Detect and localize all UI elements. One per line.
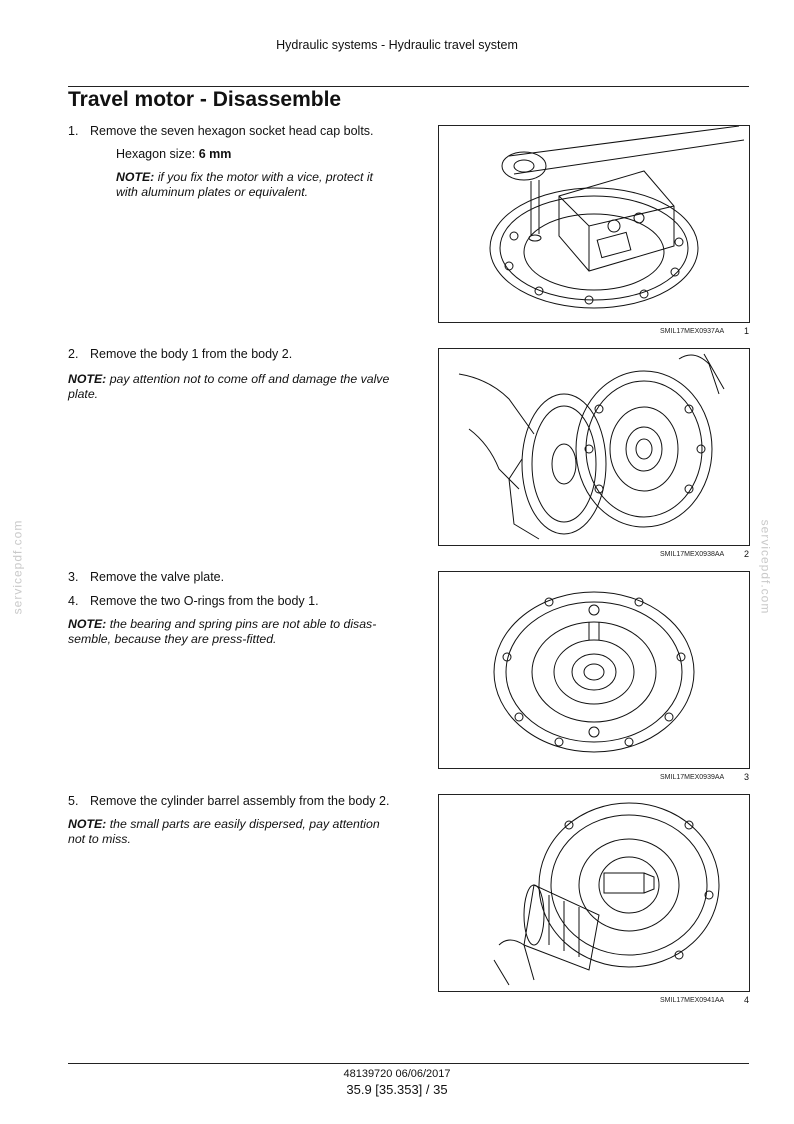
figure-3-valve-plate	[438, 571, 750, 769]
figure-3-number: 3	[744, 772, 750, 782]
step-5: 5. Remove the cylinder barrel assembly from the body 2.	[68, 794, 390, 808]
running-header: Hydraulic systems - Hydraulic travel system	[276, 38, 518, 52]
page-title: Travel motor - Disassemble	[68, 88, 342, 111]
step-3: 3. Remove the valve plate.	[68, 570, 225, 584]
step-4: 4. Remove the two O-rings from the body 1.	[68, 594, 319, 608]
figure-2-code: SMIL17MEX0938AA	[660, 551, 725, 558]
figure-2-body-separation	[438, 348, 750, 546]
note-step-4: NOTE: the bearing and spring pins are not able to disas- semble, because they are press-fitted.	[68, 617, 377, 646]
figure-1-code: SMIL17MEX0937AA	[660, 328, 725, 335]
watermark-left: servicepdf.com	[10, 519, 25, 615]
step-2: 2. Remove the body 1 from the body 2.	[68, 347, 293, 361]
footer-rule	[68, 1063, 749, 1064]
header-rule	[68, 86, 749, 87]
step-1: 1. Remove the seven hexagon socket head cap bolts.	[68, 124, 374, 138]
note-step-5: NOTE: the small parts are easily dispersed, pay attention not to miss.	[68, 817, 380, 846]
figure-4-cylinder-barrel	[438, 794, 750, 992]
figure-3-code: SMIL17MEX0939AA	[660, 774, 725, 781]
footer-doc-number: 48139720 06/06/2017	[343, 1068, 451, 1080]
figure-2-number: 2	[744, 549, 750, 559]
figure-4-number: 4	[744, 995, 750, 1005]
figure-1-number: 1	[744, 326, 750, 336]
hexagon-size-detail: Hexagon size: 6 mm	[116, 147, 232, 161]
note-step-2: NOTE: pay attention not to come off and damage the valve plate.	[68, 372, 390, 401]
figure-4-code: SMIL17MEX0941AA	[660, 997, 725, 1004]
footer-page-number: 35.9 [35.353] / 35	[346, 1082, 448, 1097]
note-step-1: NOTE: if you fix the motor with a vice, protect it with aluminum plates or equivalent.	[116, 170, 373, 199]
figure-1-motor-bolts	[438, 125, 750, 323]
watermark-right: servicepdf.com	[758, 519, 773, 615]
